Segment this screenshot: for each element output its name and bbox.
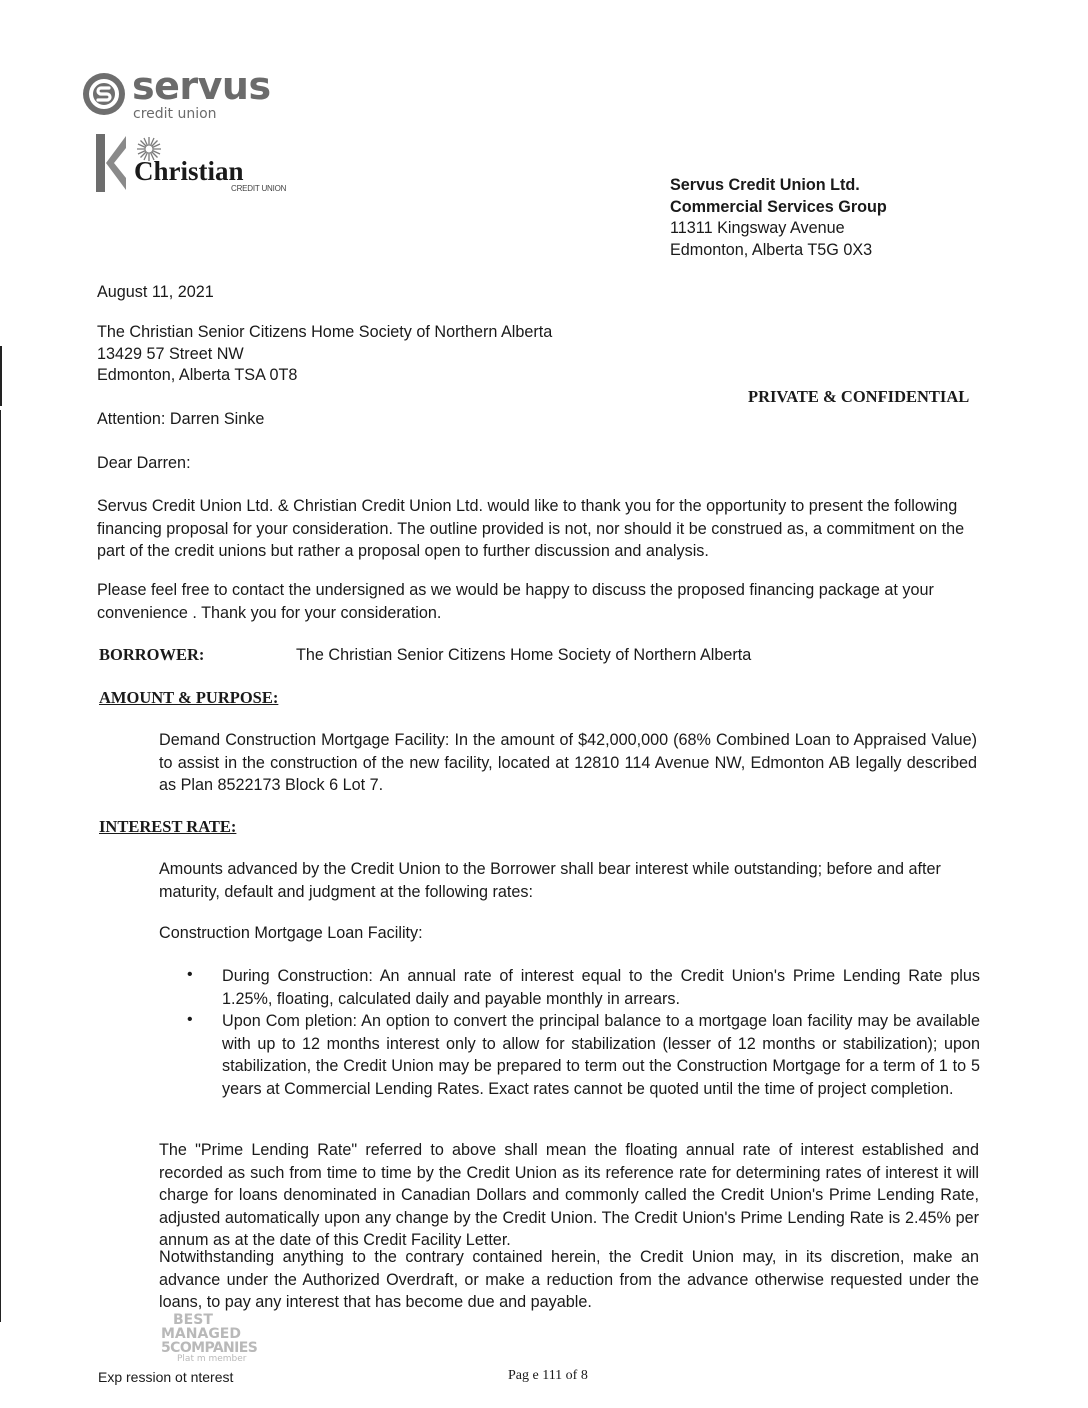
badge-line-best: BEST xyxy=(173,1312,213,1328)
salutation: Dear Darren: xyxy=(97,454,191,472)
amount-purpose-heading: AMOUNT & PURPOSE: xyxy=(99,688,279,707)
recipient-street: 13429 57 Street NW xyxy=(97,344,244,363)
bullet-upon-completion: Upon Com pletion: An option to convert the principal balance to a mortgage loan facility may be available with up to 12 months interest only to allow for stabilization (lesser of 12 months or stabilization); upon stabilization, the Credit Union may be prepared to term out the Construction Mortgage for a term of 1 to 5 years at Commercial Lending Rates. Exact rates cannot be quoted until the time of project completion. xyxy=(222,1012,980,1098)
christian-wordmark: Christian xyxy=(134,156,244,186)
margin-mark-lower xyxy=(0,410,1,1322)
best-managed-badge xyxy=(161,1313,257,1364)
sender-address xyxy=(670,175,887,261)
footer-document-title: Exp ression ot nterest xyxy=(98,1369,234,1385)
intro-paragraph: Servus Credit Union Ltd. & Christian Credit Union Ltd. would like to thank you for the opportunity to present the following financing proposal for your consideration. The outline provided is not, nor should it be construed as, a commitment on the part of the credit unions but rather a proposal open to further discussion and analysis. xyxy=(97,497,965,560)
contact-paragraph: Please feel free to contact the undersigned as we would be happy to discuss the proposed financing package at your convenience . Thank you for your consideration. xyxy=(97,581,934,622)
recipient-city: Edmonton, Alberta TSA 0T8 xyxy=(97,366,298,384)
servus-subtitle: credit union xyxy=(133,106,217,122)
letter-date: August 11, 2021 xyxy=(97,283,214,301)
sender-name: Servus Credit Union Ltd. xyxy=(670,176,860,194)
prime-rate-paragraph: The "Prime Lending Rate" referred to above shall mean the floating annual rate of interest established and recorded as such from time to time by the Credit Union as its reference rate for determining rates of interest it will charge for loans denominated in Canadian Dollars and commonly called the Credit Union's Prime Lending Rate, adjusted automatically upon any change by the Credit Union. The Credit Union's Prime Lending Rate is 2.45% per annum as at the date of this Credit Facility Letter. xyxy=(159,1141,979,1249)
margin-mark-upper xyxy=(0,346,2,406)
badge-line-member: Plat m member xyxy=(177,1354,247,1364)
badge-line-companies: 5COMPANIES xyxy=(161,1340,258,1356)
sender-city: Edmonton, Alberta T5G 0X3 xyxy=(670,240,873,259)
servus-logo xyxy=(82,64,282,126)
confidential-label: PRIVATE & CONFIDENTIAL xyxy=(748,387,970,406)
borrower-label: BORROWER: xyxy=(99,645,205,664)
footer-page-number: Pag e 111 of 8 xyxy=(508,1368,588,1383)
bullet-marker: • xyxy=(187,966,193,983)
christian-k-mark-icon xyxy=(96,134,128,192)
borrower-value: The Christian Senior Citizens Home Society of Northern Alberta xyxy=(296,646,752,664)
bullet-marker: • xyxy=(187,1011,193,1028)
recipient-address xyxy=(97,322,552,387)
bullet-during-construction: During Construction: An annual rate of interest equal to the Credit Union's Prime Lending Rate plus 1.25%, floating, calculated daily and payable monthly in arrears. xyxy=(222,967,980,1008)
servus-s-icon xyxy=(82,72,126,116)
interest-rate-intro: Amounts advanced by the Credit Union to the Borrower shall bear interest while outstanding; before and after maturity, default and judgment at the following rates: xyxy=(159,860,941,901)
christian-subtitle: CREDIT UNION xyxy=(231,184,287,193)
facility-label: Construction Mortgage Loan Facility: xyxy=(159,924,423,942)
interest-rate-heading: INTEREST RATE: xyxy=(99,817,237,836)
sender-department: Commercial Services Group xyxy=(670,197,887,216)
attention-line: Attention: Darren Sinke xyxy=(97,410,265,428)
recipient-name: The Christian Senior Citizens Home Society of Northern Alberta xyxy=(97,323,553,341)
notwithstanding-paragraph: Notwithstanding anything to the contrary contained herein, the Credit Union may, in its discretion, make an advance under the Authorized Overdraft, or make a reduction from the advance otherwise requested under the loans, to pay any interest that has become due and payable. xyxy=(159,1248,979,1311)
christian-logo xyxy=(96,134,296,194)
amount-purpose-text: Demand Construction Mortgage Facility: In the amount of $42,000,000 (68% Combined Loan to Appraised Value) to assist in the construction of the new facility, located at 12810 114 Avenue NW, Edmonton AB legally described as Plan 8522173 Block 6 Lot 7. xyxy=(159,731,977,794)
sender-street: 11311 Kingsway Avenue xyxy=(670,219,845,237)
badge-line-managed: MANAGED xyxy=(161,1326,241,1342)
servus-wordmark: servus xyxy=(132,64,271,108)
